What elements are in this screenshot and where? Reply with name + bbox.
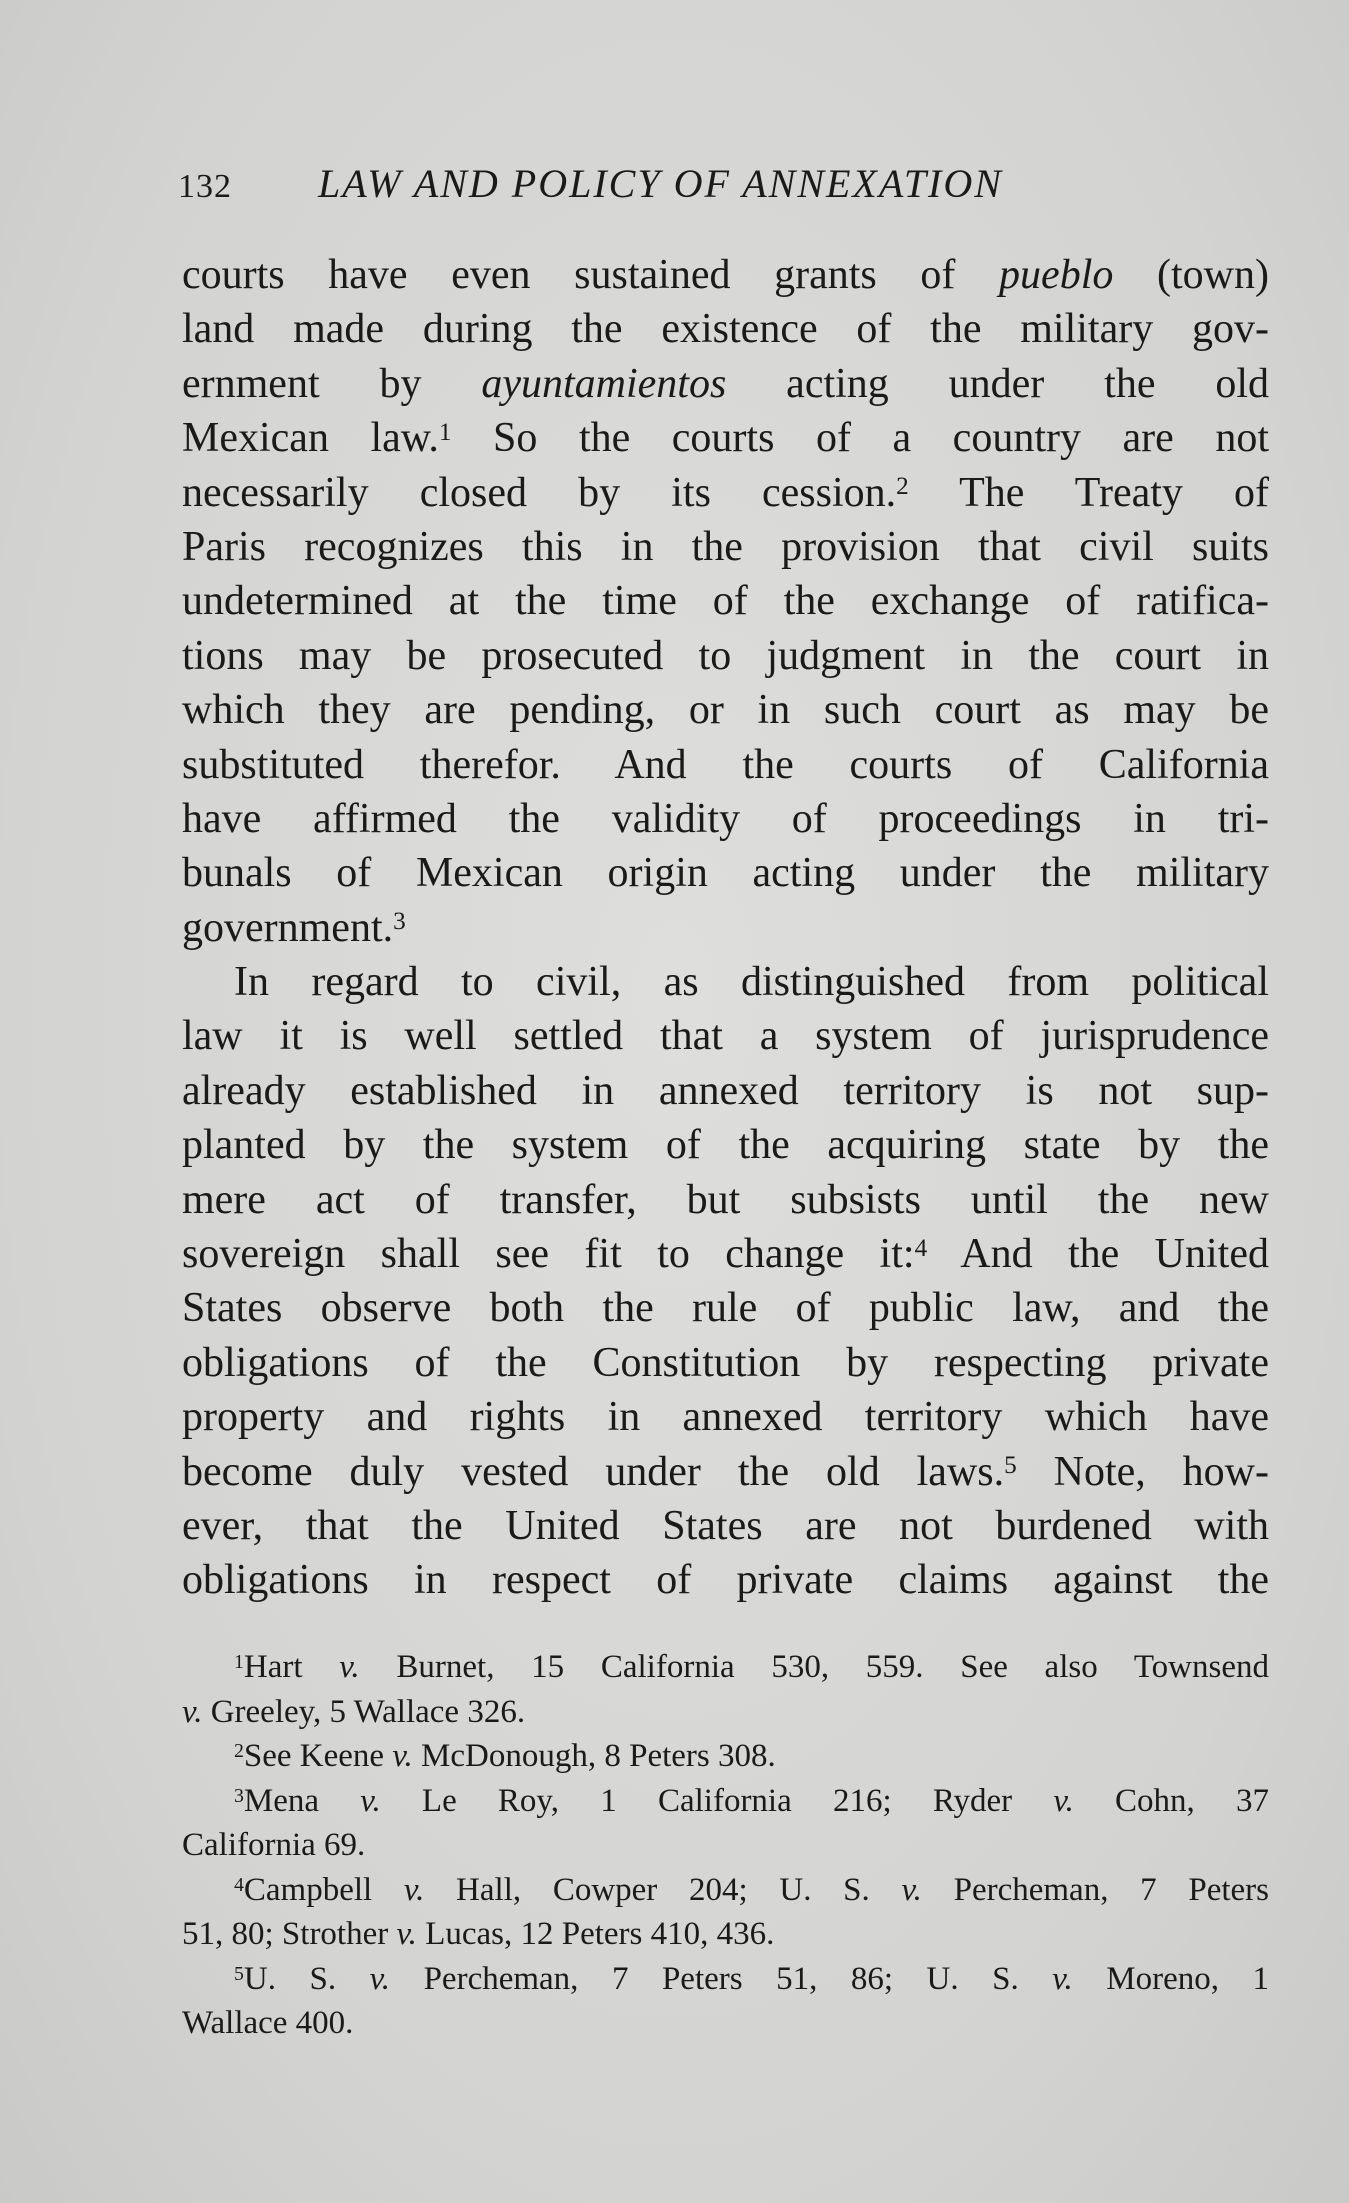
text-run: have affirmed the validity of proceedings in tri- xyxy=(182,795,1269,842)
text-run: Greeley, 5 Wallace 326. xyxy=(202,1693,526,1730)
text-line xyxy=(182,357,1269,411)
text-run: Le Roy, 1 California 216; Ryder xyxy=(380,1782,1054,1819)
text-run: courts have even sustained grants of xyxy=(182,252,1000,298)
text-run: Mexican law. xyxy=(182,415,439,462)
footnote-mark: 4 xyxy=(234,1873,244,1896)
footnote-line xyxy=(182,1734,1269,1779)
text-run: Hall, Cowper 204; U. S. xyxy=(424,1871,902,1908)
text-run: Campbell xyxy=(243,1871,404,1908)
footnote-mark: 3 xyxy=(234,1784,244,1807)
text-run: acting under the old xyxy=(726,360,1269,407)
text-run: Note, how- xyxy=(1016,1448,1269,1495)
text-run: sovereign shall see fit to change it: xyxy=(182,1231,915,1278)
text-run: become duly vested under the old laws. xyxy=(182,1448,1005,1495)
text-run: Hart xyxy=(243,1649,340,1685)
text-line xyxy=(182,411,1269,465)
footnote-line xyxy=(182,1823,1269,1868)
text-run: U. S. xyxy=(243,1960,370,1997)
text-line xyxy=(182,1118,1269,1172)
footnote-line xyxy=(182,1645,1269,1690)
text-line xyxy=(182,683,1269,737)
text-line xyxy=(182,1173,1269,1227)
text-run: undetermined at the time of the exchange of ratifica- xyxy=(182,578,1269,625)
text-run: law it is well settled that a system of jurisprudence xyxy=(182,1013,1269,1060)
text-line xyxy=(182,466,1269,520)
text-run: obligations of the Constitution by respecting private xyxy=(182,1339,1269,1386)
text-run: planted by the system of the acquiring state by the xyxy=(182,1122,1269,1169)
text-run: substituted therefor. And the courts of California xyxy=(182,741,1269,788)
text-run: And the United xyxy=(927,1231,1269,1278)
footnote-ref: 4 xyxy=(914,1234,928,1262)
footnote-mark: 2 xyxy=(234,1740,244,1763)
footnote-line xyxy=(182,1779,1269,1824)
text-run: ever, that the United States are not burdened with xyxy=(182,1502,1269,1549)
footnote-ref: 3 xyxy=(393,908,406,936)
text-line xyxy=(182,792,1269,846)
text-run: government. xyxy=(182,904,394,951)
text-run: Mena xyxy=(243,1782,361,1819)
text-run: Cohn, 37 xyxy=(1073,1782,1270,1819)
italic-term: ayuntamientos xyxy=(481,360,727,407)
text-run: v. xyxy=(396,1916,417,1952)
footnotes xyxy=(182,1645,1269,2046)
text-run: bunals of Mexican origin acting under the military xyxy=(182,850,1269,897)
text-run: (town) xyxy=(1113,252,1269,298)
text-line xyxy=(182,1445,1269,1499)
text-run: obligations in respect of private claims against the xyxy=(182,1557,1269,1604)
footnote-ref: 5 xyxy=(1004,1452,1017,1480)
text-run: property and rights in annexed territory which have xyxy=(182,1394,1269,1441)
footnote-line xyxy=(182,1868,1269,1913)
text-run: v. xyxy=(901,1871,922,1908)
text-run: States observe both the rule of public law, and the xyxy=(182,1285,1269,1332)
text-run: already established in annexed territory is not sup- xyxy=(182,1067,1269,1114)
text-line xyxy=(182,1064,1269,1118)
running-head xyxy=(178,160,1273,210)
text-run: which they are pending, or in such court as may be xyxy=(182,687,1269,734)
text-run: tions may be prosecuted to judgment in the court in xyxy=(182,632,1269,679)
text-run: Burnet, 15 California 530, 559. See also Townsend xyxy=(359,1649,1269,1685)
footnote-line xyxy=(182,1912,1269,1957)
text-run: v. xyxy=(360,1782,381,1819)
text-line xyxy=(182,1281,1269,1335)
text-run: California 69. xyxy=(182,1827,366,1863)
text-run: v. xyxy=(339,1649,360,1685)
text-run: 51, 80; Strother xyxy=(182,1916,397,1952)
text-line xyxy=(182,1009,1269,1063)
text-run: The Treaty of xyxy=(908,469,1269,516)
text-line xyxy=(182,302,1269,356)
text-run: necessarily closed by its cession. xyxy=(182,469,897,516)
footnote-mark: 1 xyxy=(234,1651,244,1674)
text-run: v. xyxy=(1052,1960,1073,1997)
footnote-line xyxy=(182,1690,1269,1735)
footnote-mark: 5 xyxy=(234,1962,244,1985)
text-run: Percheman, 7 Peters xyxy=(921,1871,1269,1908)
text-run: v. xyxy=(403,1871,425,1908)
text-line xyxy=(182,520,1269,574)
text-run: Lucas, 12 Peters 410, 436. xyxy=(416,1916,775,1952)
footnote-line xyxy=(182,1957,1269,2002)
footnote-ref: 1 xyxy=(438,418,452,446)
text-run: Paris recognizes this in the provision that civil suits xyxy=(182,523,1269,570)
body-text xyxy=(182,248,1269,1608)
text-line xyxy=(182,846,1269,900)
running-title: LAW AND POLICY OF ANNEXATION xyxy=(318,161,1003,206)
text-run: v. xyxy=(392,1738,413,1774)
text-line xyxy=(182,901,1269,955)
text-line xyxy=(182,1553,1269,1607)
text-run: Moreno, 1 xyxy=(1072,1960,1269,1997)
text-line xyxy=(182,1227,1269,1281)
text-run: land made during the existence of the military gov- xyxy=(182,306,1269,353)
text-line xyxy=(182,248,1269,302)
text-line xyxy=(182,1336,1269,1390)
text-line xyxy=(182,1499,1269,1553)
text-run: v. xyxy=(182,1693,203,1730)
italic-term: pueblo xyxy=(999,252,1114,298)
text-line xyxy=(182,1390,1269,1444)
footnote-ref: 2 xyxy=(896,473,909,501)
text-line xyxy=(182,629,1269,683)
text-run: Percheman, 7 Peters 51, 86; U. S. xyxy=(390,1960,1053,1997)
text-run: See Keene xyxy=(243,1738,393,1774)
text-line xyxy=(182,738,1269,792)
text-run: v. xyxy=(1053,1782,1074,1819)
text-line xyxy=(182,574,1269,628)
text-run: In regard to civil, as distinguished from political xyxy=(234,959,1269,1006)
text-run: So the courts of a country are not xyxy=(451,415,1269,462)
footnote-line xyxy=(182,2001,1269,2046)
text-run: McDonough, 8 Peters 308. xyxy=(412,1738,776,1774)
text-run: mere act of transfer, but subsists until the new xyxy=(182,1176,1269,1223)
text-run: v. xyxy=(369,1960,391,1997)
text-run: Wallace 400. xyxy=(182,2005,354,2041)
page-number: 132 xyxy=(178,168,232,205)
text-line xyxy=(182,955,1269,1009)
text-run: ernment by xyxy=(182,360,482,407)
